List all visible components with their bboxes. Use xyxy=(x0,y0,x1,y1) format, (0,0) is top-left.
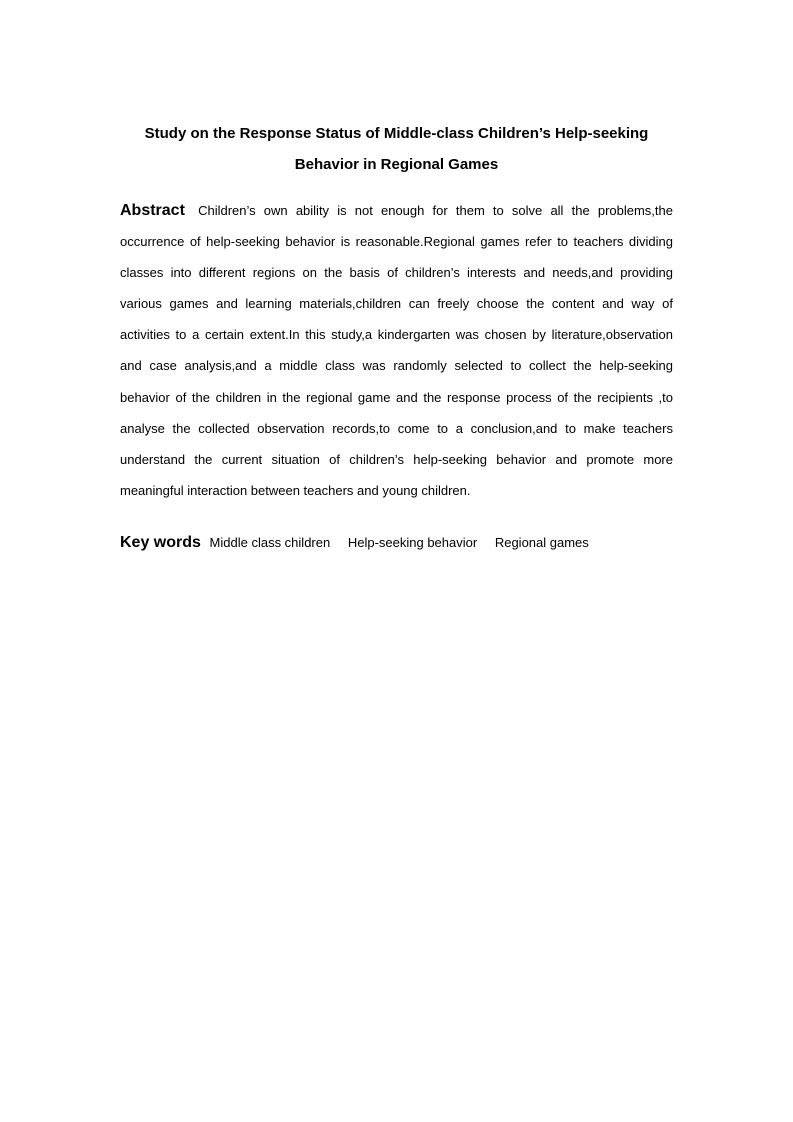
abstract-paragraph xyxy=(120,195,673,506)
paper-title xyxy=(120,118,673,180)
abstract-label: Abstract xyxy=(120,202,185,219)
paper-page xyxy=(120,118,673,558)
keyword-3: Regional games xyxy=(494,534,589,550)
title-line-2: Behavior in Regional Games xyxy=(294,156,499,173)
keyword-2: Help-seeking behavior xyxy=(347,534,478,550)
abstract-text: Children’s own ability is not enough for them to solve all the problems,the occurrence of help-seeking behavior is reasonable.Regional games refer to teachers dividing classes into different regions on the basis of children’s interests and needs,and providing various games and learning materials,children can freely choose the content and way of activities to a certain extent.In this study,a kindergarten was chosen by literature,observation and case analysis,and a middle class was randomly selected to collect the help-seeking behavior of the children in the regional game and the response process of the recipients ,to analyse the collected observation records,to come to a conclusion,and to make teachers understand the current situation of children’s help-seeking behavior and promote more meaningful interaction between teachers and young children. xyxy=(120,203,673,498)
keywords-line xyxy=(120,527,673,558)
title-line-1: Study on the Response Status of Middle-class Children’s Help-seeking xyxy=(144,125,649,142)
keywords-label: Key words xyxy=(120,533,201,551)
keyword-1: Middle class children xyxy=(209,534,331,550)
